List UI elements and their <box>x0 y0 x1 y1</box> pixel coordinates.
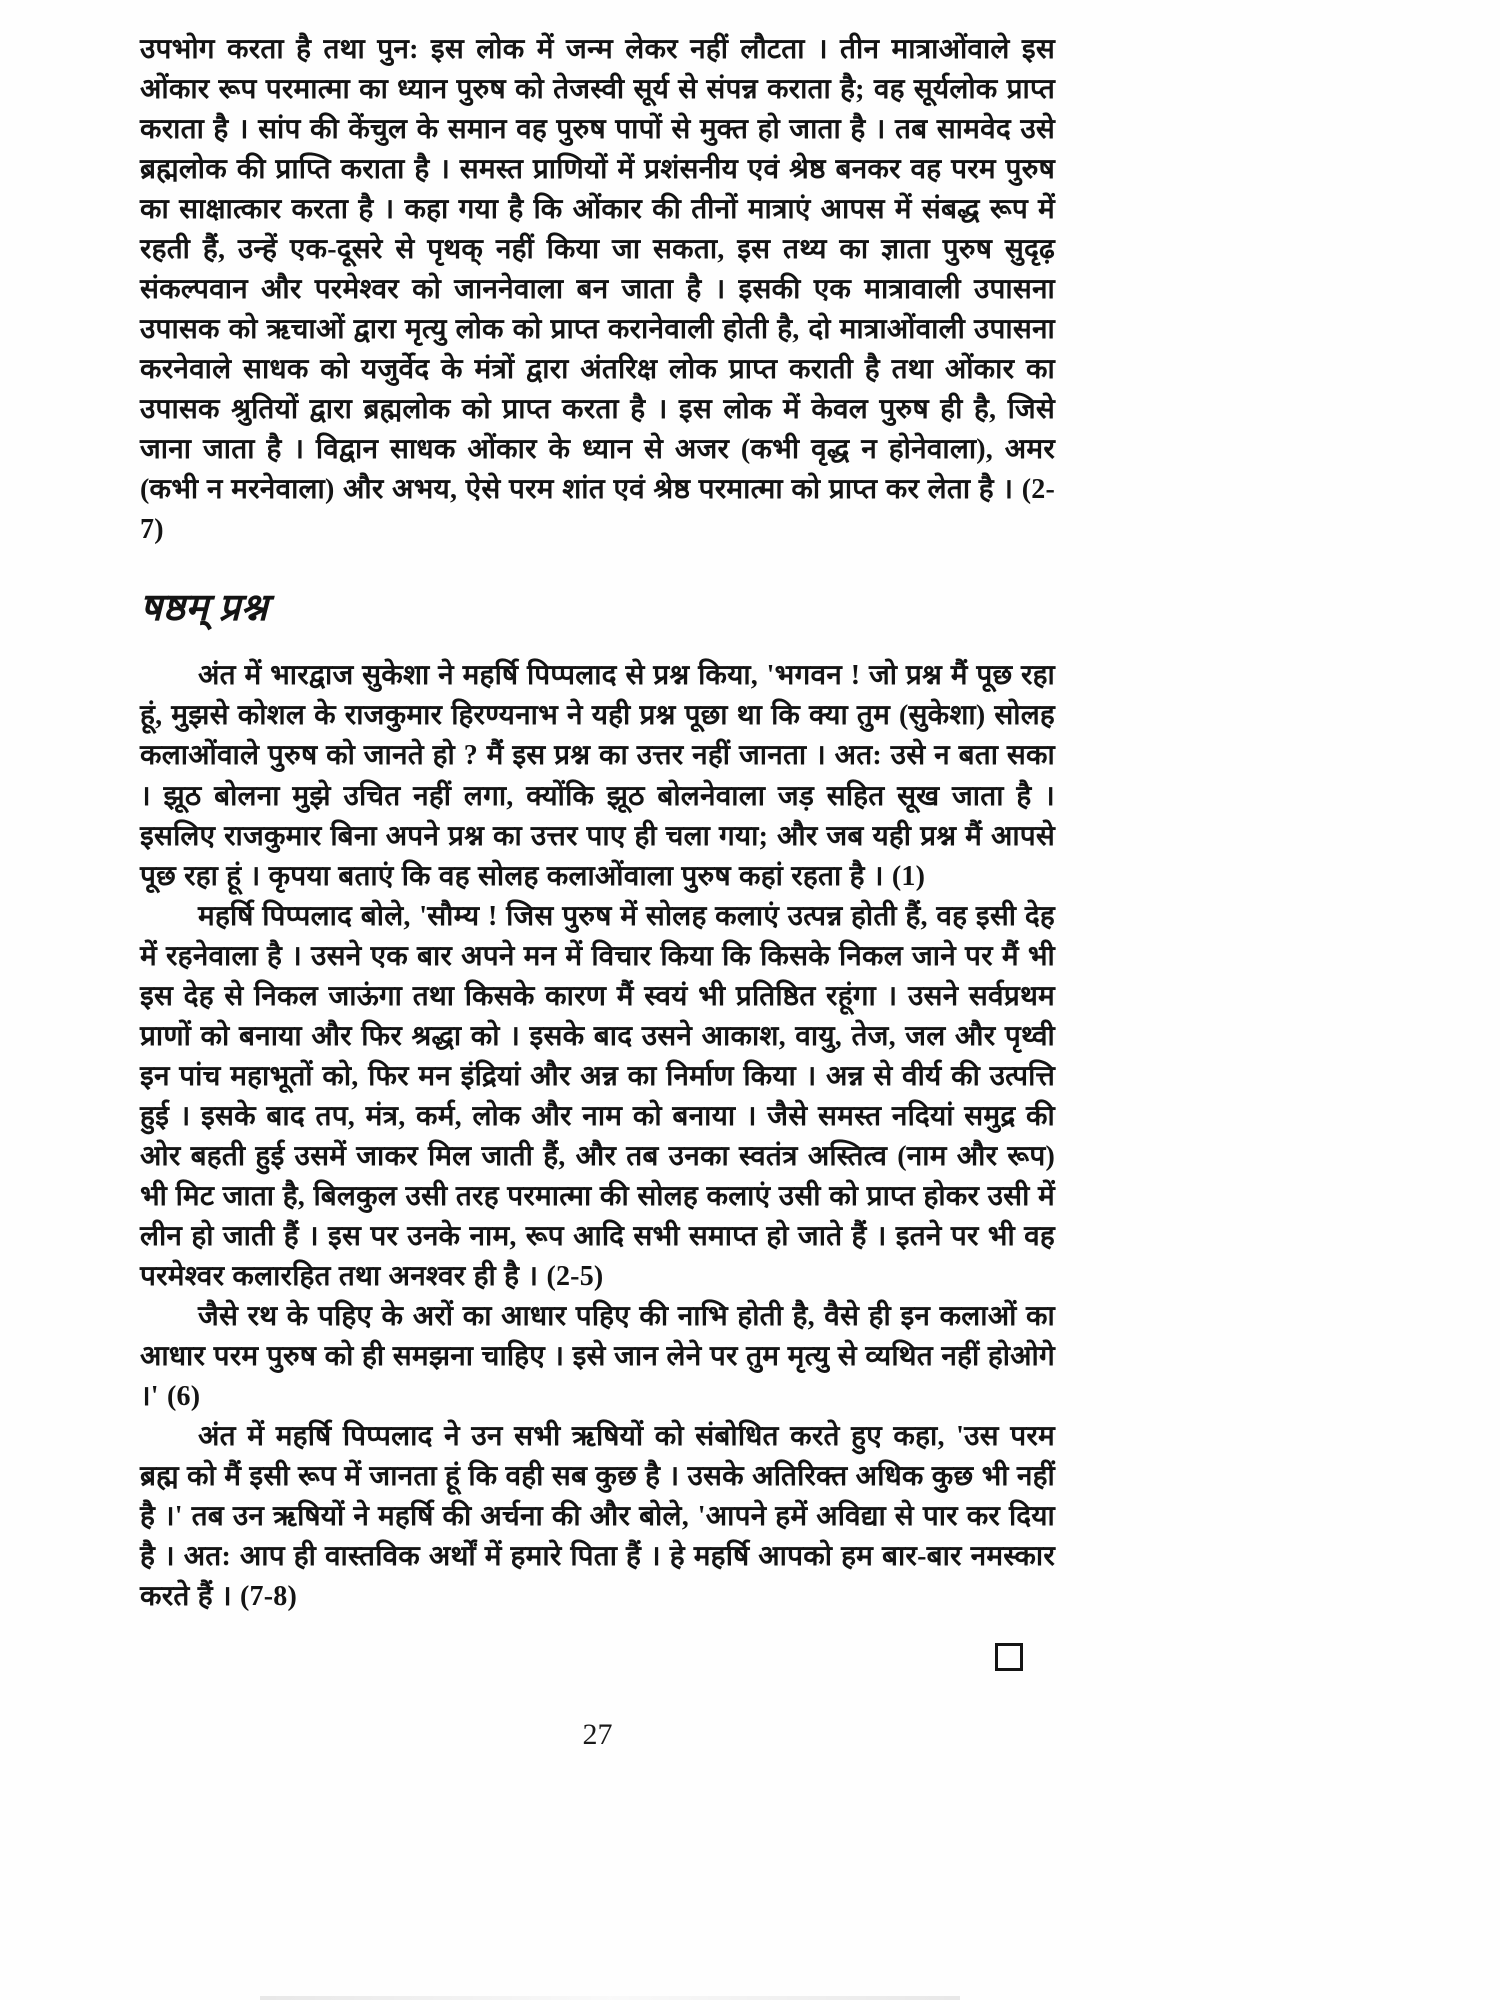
paragraph-continuation: उपभोग करता है तथा पुन: इस लोक में जन्म लेकर नहीं लौटता । तीन मात्राओंवाले इस ओंकार रूप परमात्मा का ध्यान पुरुष को तेजस्वी सूर्य से संपन्न कराता है; वह सूर्यलोक प्राप्त कराता है । सांप की केंचुल के समान वह पुरुष पापों से मुक्त हो जाता है । तब सामवेद उसे ब्रह्मलोक की प्राप्ति कराता है । समस्त प्राणियों में प्रशंसनीय एवं श्रेष्ठ बनकर वह परम पुरुष का साक्षात्कार करता है । कहा गया है कि ओंकार की तीनों मात्राएं आपस में संबद्ध रूप में रहती हैं, उन्हें एक-दूसरे से पृथक् नहीं किया जा सकता, इस तथ्य का ज्ञाता पुरुष सुदृढ़ संकल्पवान और परमेश्वर को जाननेवाला बन जाता है । इसकी एक मात्रावाली उपासना उपासक को ऋचाओं द्वारा मृत्यु लोक को प्राप्त करानेवाली होती है, दो मात्राओंवाली उपासना करनेवाले साधक को यजुर्वेद के मंत्रों द्वारा अंतरिक्ष लोक प्राप्त कराती है तथा ओंकार का उपासक श्रुतियों द्वारा ब्रह्मलोक को प्राप्त करता है । इस लोक में केवल पुरुष ही है, जिसे जाना जाता है । विद्वान साधक ओंकार के ध्यान से अजर (कभी वृद्ध न होनेवाला), अमर (कभी न मरनेवाला) और अभय, ऐसे परम शांत एवं श्रेष्ठ परमात्मा को प्राप्त कर लेता है । (2-7) <box>140 34 1055 546</box>
text-column <box>140 30 1055 1752</box>
paragraph: महर्षि पिप्पलाद बोले, 'सौम्य ! जिस पुरुष में सोलह कलाएं उत्पन्न होती हैं, वह इसी देह में रहनेवाला है । उसने एक बार अपने मन में विचार किया कि किसके निकल जाने पर मैं भी इस देह से निकल जाऊंगा तथा किसके कारण मैं स्वयं भी प्रतिष्ठित रहूंगा । उसने सर्वप्रथम प्राणों को बनाया और फिर श्रद्धा को । इसके बाद उसने आकाश, वायु, तेज, जल और पृथ्वी इन पांच महाभूतों को, फिर मन इंद्रियां और अन्न का निर्माण किया । अन्न से वीर्य की उत्पत्ति हुई । इसके बाद तप, मंत्र, कर्म, लोक और नाम को बनाया । जैसे समस्त नदियां समुद्र की ओर बहती हुई उसमें जाकर मिल जाती हैं, और तब उनका स्वतंत्र अस्तित्व (नाम और रूप) भी मिट जाता है, बिलकुल उसी तरह परमात्मा की सोलह कलाएं उसी को प्राप्त होकर उसी में लीन हो जाती हैं । इस पर उनके नाम, रूप आदि सभी समाप्त हो जाते हैं । इतने पर भी वह परमेश्वर कलारहित तथा अनश्वर ही है । (2-5) <box>140 900 1055 1292</box>
paragraph: जैसे रथ के पहिए के अरों का आधार पहिए की नाभि होती है, वैसे ही इन कलाओं का आधार परम पुरुष को ही समझना चाहिए । इसे जान लेने पर तुम मृत्यु से व्यथित नहीं होओगे ।' (6) <box>140 1300 1055 1412</box>
page-number: 27 <box>582 1718 613 1752</box>
section-heading: षष्ठम् प्रश्न <box>140 587 269 630</box>
paragraph: अंत में महर्षि पिप्पलाद ने उन सभी ऋषियों को संबोधित करते हुए कहा, 'उस परम ब्रह्म को मैं इसी रूप में जानता हूं कि वही सब कुछ है । उसके अतिरिक्त अधिक कुछ भी नहीं है ।' तब उन ऋषियों ने महर्षि की अर्चना की और बोले, 'आपने हमें अविद्या से पार कर दिया है । अत: आप ही वास्तविक अर्थों में हमारे पिता हैं । हे महर्षि आपको हम बार-बार नमस्कार करते हैं । (7-8) <box>140 1421 1055 1613</box>
scan-edge-artifact <box>260 1996 960 2000</box>
end-of-chapter-square-icon <box>995 1643 1023 1671</box>
paragraph: अंत में भारद्वाज सुकेशा ने महर्षि पिप्पलाद से प्रश्न किया, 'भगवन ! जो प्रश्न मैं पूछ रहा हूं, मुझसे कोशल के राजकुमार हिरण्यनाभ ने यही प्रश्न पूछा था कि क्या तुम (सुकेशा) सोलह कलाओंवाले पुरुष को जानते हो ? मैं इस प्रश्न का उत्तर नहीं जानता । अत: उसे न बता सका । झूठ बोलना मुझे उचित नहीं लगा, क्योंकि झूठ बोलनेवाला जड़ सहित सूख जाता है । इसलिए राजकुमार बिना अपने प्रश्न का उत्तर पाए ही चला गया; और जब यही प्रश्न मैं आपसे पूछ रहा हूं । कृपया बताएं कि वह सोलह कलाओंवाला पुरुष कहां रहता है । (1) <box>140 660 1055 892</box>
end-marker-row <box>140 1643 1055 1676</box>
